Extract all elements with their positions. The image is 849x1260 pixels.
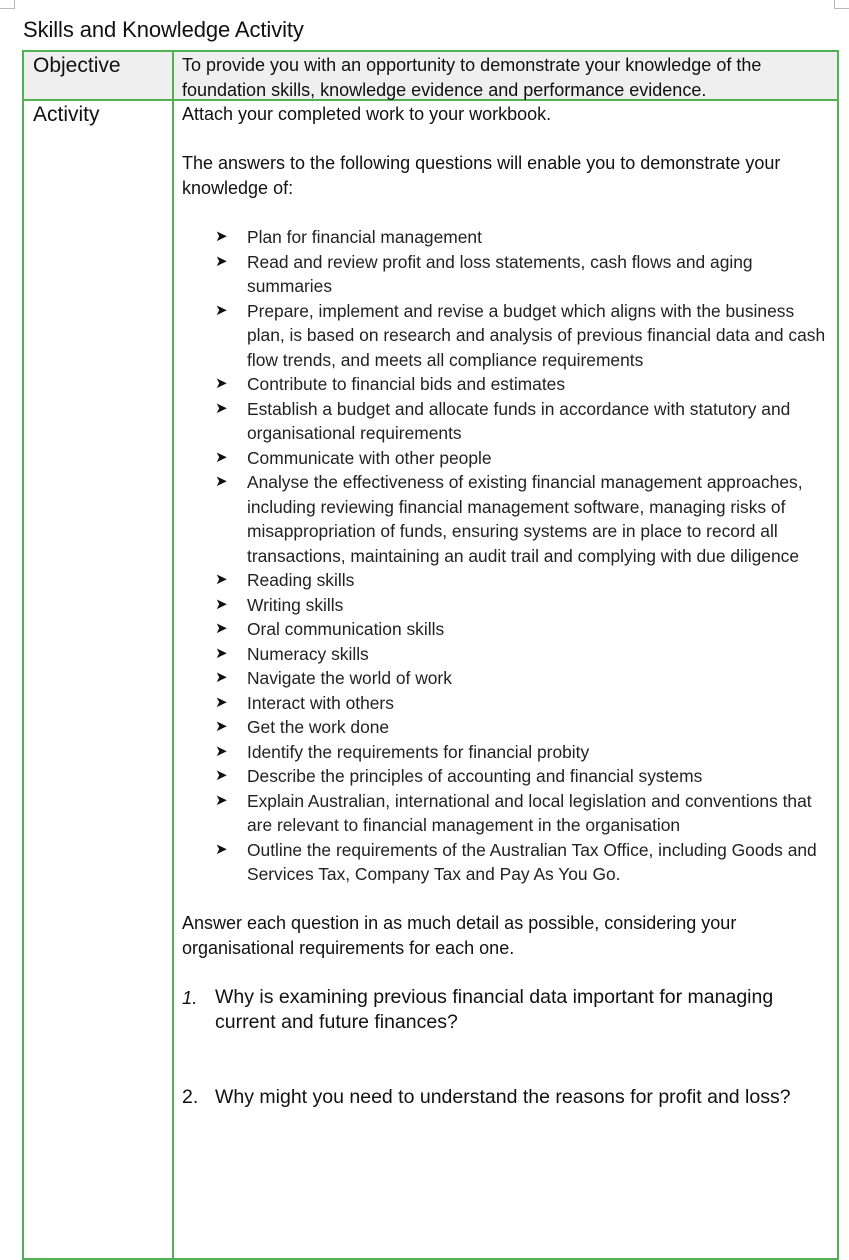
arrow-head-icon: ➤ — [215, 228, 228, 245]
list-item-text: Analyse the effectiveness of existing financial management approaches, including reviewing financial management software, managing risks of misappropriation of funds, ensuring systems are in place to record all transactions, maintaining an audit trail and complying with due diligence — [247, 472, 803, 566]
arrow-head-icon: ➤ — [215, 473, 228, 490]
list-item — [215, 372, 832, 397]
arrow-head-icon: ➤ — [215, 375, 228, 392]
list-item-text: Describe the principles of accounting and financial systems — [247, 766, 703, 786]
list-item-text: Get the work done — [247, 717, 390, 737]
list-item — [215, 789, 832, 838]
list-item — [215, 740, 832, 765]
list-item-text: Identify the requirements for financial probity — [247, 741, 590, 762]
list-item — [215, 715, 832, 740]
list-item-text: Establish a budget and allocate funds in accordance with statutory and organisational requirements — [247, 398, 791, 443]
activity-content — [182, 102, 832, 1110]
list-item — [215, 250, 832, 299]
answer-instruction: Answer each question in as much detail as possible, considering your organisational requirements for each one. — [182, 913, 737, 958]
list-item-text: Plan for financial management — [247, 227, 482, 247]
list-item — [215, 593, 832, 618]
column-divider — [172, 52, 174, 1258]
list-item — [215, 764, 832, 789]
list-item — [215, 568, 832, 593]
arrow-head-icon: ➤ — [215, 693, 228, 711]
list-item — [215, 691, 832, 716]
intro-text: The answers to the following questions will enable you to demonstrate your knowledge of: — [182, 153, 781, 198]
arrow-head-icon: ➤ — [215, 791, 228, 809]
arrow-head-icon: ➤ — [215, 669, 228, 686]
page-corner-mark-left — [0, 0, 15, 9]
list-item-text: Explain Australian, international and local legislation and conventions that are relevant to financial management in the organisation — [247, 790, 812, 835]
arrow-head-icon: ➤ — [215, 571, 228, 588]
arrow-head-icon: ➤ — [215, 399, 228, 417]
arrow-head-icon: ➤ — [215, 718, 228, 735]
list-item-text: Oral communication skills — [247, 619, 445, 639]
question-number: 2. — [182, 1085, 199, 1108]
objective-text: To provide you with an opportunity to demonstrate your knowledge of the foundation skills, knowledge evidence and performance evidence. — [182, 55, 762, 100]
objective-label: Objective — [33, 54, 121, 77]
list-item-text: Prepare, implement and revise a budget which aligns with the business plan, is based on research and analysis of previous financial data and cash flow trends, and meets all compliance requirements — [247, 300, 826, 370]
list-item — [215, 446, 832, 471]
activity-table — [22, 50, 839, 1260]
list-item-text: Communicate with other people — [247, 447, 492, 468]
list-item — [215, 617, 832, 642]
list-item — [215, 470, 832, 568]
arrow-head-icon: ➤ — [215, 767, 228, 784]
list-item-text: Numeracy skills — [247, 643, 369, 664]
page-title: Skills and Knowledge Activity — [23, 17, 304, 42]
arrow-head-icon: ➤ — [215, 252, 228, 270]
list-item-text: Navigate the world of work — [247, 668, 452, 688]
arrow-head-icon: ➤ — [215, 448, 228, 466]
activity-label: Activity — [33, 103, 100, 126]
list-item-text: Writing skills — [247, 594, 344, 615]
arrow-head-icon: ➤ — [215, 644, 228, 662]
question-text: Why might you need to understand the reasons for profit and loss? — [215, 1085, 791, 1108]
list-item — [215, 666, 832, 691]
list-item-text: Outline the requirements of the Australian Tax Office, including Goods and Services Tax, Company Tax and Pay As You Go. — [247, 839, 817, 884]
arrow-head-icon: ➤ — [215, 840, 228, 858]
question-2 — [182, 1085, 832, 1110]
knowledge-list — [182, 225, 832, 887]
arrow-head-icon: ➤ — [215, 742, 228, 760]
arrow-head-icon: ➤ — [215, 620, 228, 637]
list-item-text: Reading skills — [247, 570, 355, 590]
list-item — [215, 225, 832, 250]
list-item-text: Interact with others — [247, 692, 394, 713]
list-item-text: Read and review profit and loss statements, cash flows and aging summaries — [247, 251, 753, 296]
arrow-head-icon: ➤ — [215, 595, 228, 613]
list-item-text: Contribute to financial bids and estimates — [247, 374, 566, 394]
page-corner-mark-right — [834, 0, 849, 9]
list-item — [215, 299, 832, 373]
question-1 — [182, 985, 832, 1035]
list-item — [215, 642, 832, 667]
arrow-head-icon: ➤ — [215, 301, 228, 319]
question-text: Why is examining previous financial data important for managing current and future finances? — [215, 985, 774, 1033]
list-item — [215, 397, 832, 446]
list-item — [215, 838, 832, 887]
attach-instruction: Attach your completed work to your workbook. — [182, 104, 552, 124]
question-number: 1. — [182, 986, 198, 1008]
